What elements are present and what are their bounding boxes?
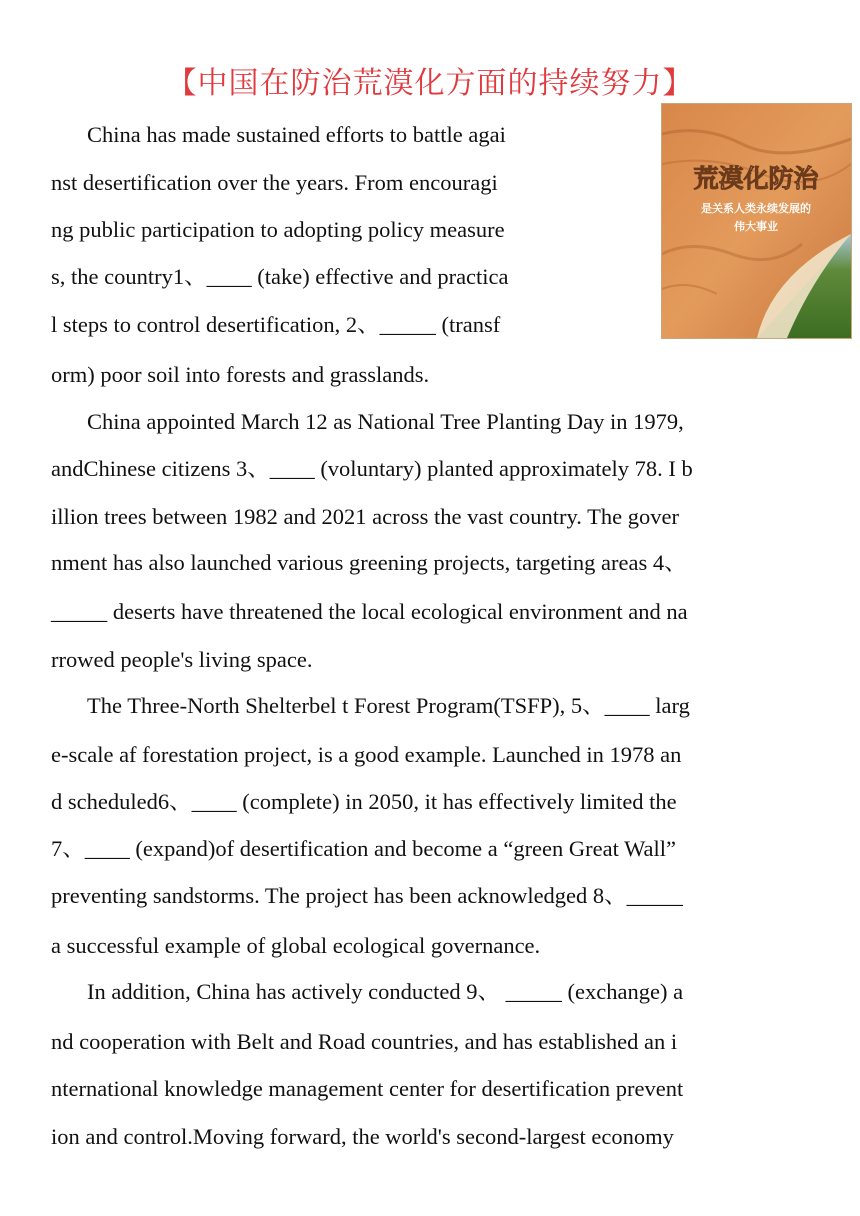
text-line: andChinese citizens 3、____ (voluntary) planted approximately 78. I b [51, 456, 693, 481]
text-line: China has made sustained efforts to battle agai [87, 122, 506, 147]
text-line: rrowed people's living space. [51, 647, 313, 672]
text-line: preventing sandstorms. The project has been acknowledged 8、_____ [51, 883, 683, 908]
text-line: ion and control.Moving forward, the world's second-largest economy [51, 1124, 674, 1149]
text-line: l steps to control desertification, 2、_____ (transf [51, 312, 501, 337]
text-line: nd cooperation with Belt and Road countries, and has established an i [51, 1029, 678, 1054]
text-line: d scheduled6、____ (complete) in 2050, it has effectively limited the [51, 789, 677, 814]
text-line: nternational knowledge management center for desertification prevent [51, 1076, 684, 1101]
text-line: In addition, China has actively conducted 9、 _____ (exchange) a [87, 979, 684, 1004]
text-line: ng public participation to adopting policy measure [51, 217, 505, 242]
text-line: s, the country1、____ (take) effective and practica [51, 264, 509, 289]
text-line: China appointed March 12 as National Tree Planting Day in 1979, [87, 409, 684, 434]
text-line: nment has also launched various greening projects, targeting areas 4、 [51, 550, 687, 575]
text-line: e-scale af forestation project, is a good example. Launched in 1978 an [51, 742, 682, 767]
text-line: 7、____ (expand)of desertification and become a “green Great Wall” [51, 836, 677, 861]
text-line: illion trees between 1982 and 2021 across the vast country. The gover [51, 504, 679, 529]
text-line: The Three-North Shelterbel t Forest Program(TSFP), 5、____ larg [87, 693, 690, 718]
text-line: orm) poor soil into forests and grasslands. [51, 362, 430, 387]
text-line: a successful example of global ecological governance. [51, 933, 541, 958]
text-line: _____ deserts have threatened the local ecological environment and na [51, 599, 688, 624]
desertification-cover-image [661, 103, 852, 339]
cover-title: 荒漠化防治 [693, 164, 819, 193]
text-line: nst desertification over the years. From encouragi [51, 170, 498, 195]
document-title: 【中国在防治荒漠化方面的持续努力】 [166, 66, 694, 101]
cover-subtitle-line2: 伟大事业 [734, 220, 778, 233]
cover-subtitle-line1: 是关系人类永续发展的 [701, 202, 811, 215]
